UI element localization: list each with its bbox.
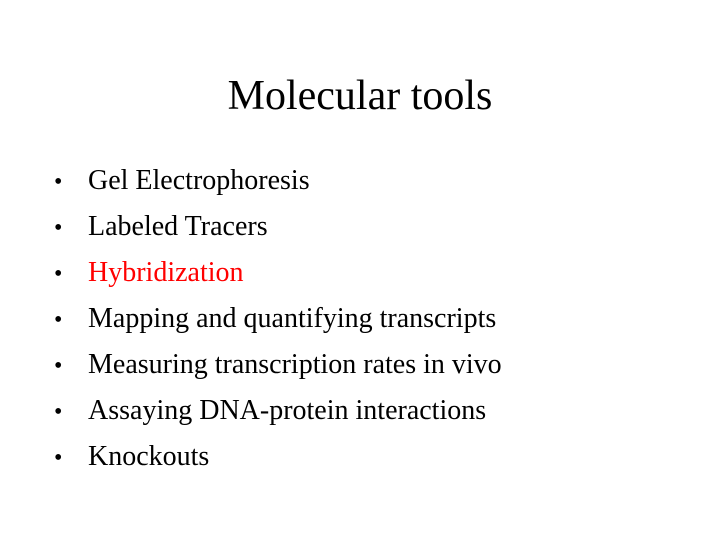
bullet-text: Knockouts <box>88 441 210 472</box>
slide-title-text: Molecular tools <box>227 73 493 119</box>
bullet-icon: • <box>54 307 63 333</box>
bullet-item <box>54 434 502 480</box>
bullet-icon: • <box>54 353 63 379</box>
bullet-icon: • <box>54 445 63 471</box>
bullet-icon: • <box>54 169 63 195</box>
bullet-item <box>54 204 502 250</box>
slide-title <box>0 70 720 122</box>
bullet-text: Gel Electrophoresis <box>88 165 310 196</box>
bullet-text-highlighted: Hybridization <box>88 257 244 288</box>
bullet-text: Assaying DNA-protein interactions <box>88 395 487 426</box>
bullet-text: Measuring transcription rates in vivo <box>88 349 502 380</box>
bullet-item <box>54 388 502 434</box>
bullet-item <box>54 296 502 342</box>
bullet-text: Mapping and quantifying transcripts <box>88 303 497 334</box>
bullet-icon: • <box>54 261 63 287</box>
bullet-icon: • <box>54 215 63 241</box>
bullet-item <box>54 250 502 296</box>
bullet-list <box>54 158 502 480</box>
bullet-item <box>54 342 502 388</box>
bullet-item <box>54 158 502 204</box>
bullet-icon: • <box>54 399 63 425</box>
bullet-text: Labeled Tracers <box>88 211 268 242</box>
